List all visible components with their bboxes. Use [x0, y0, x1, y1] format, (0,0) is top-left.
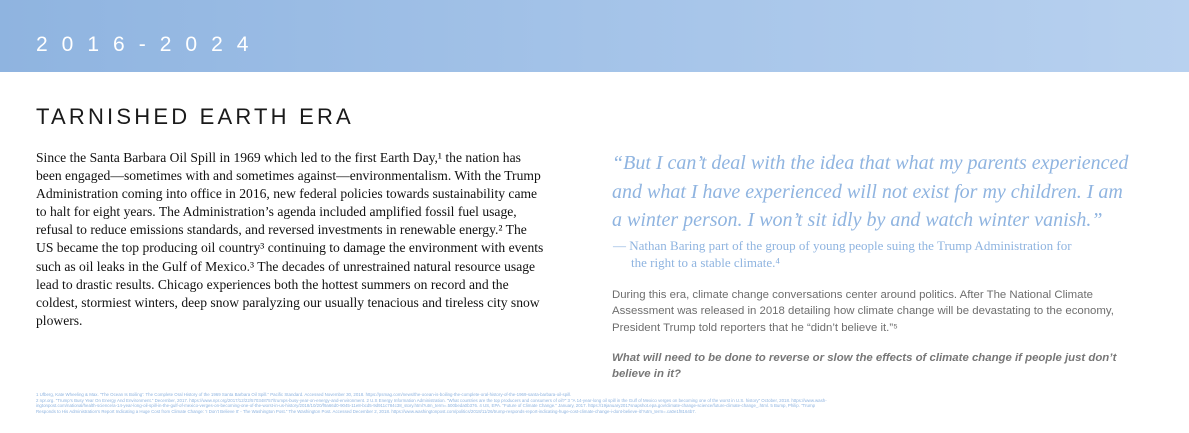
- pull-quote: “But I can’t deal with the idea that what my parents experienced and what I have experienced will not exist for my children. I am a winter person. I won’t sit idly by and watch winter vanish.”: [612, 152, 1129, 231]
- header-banner: [0, 0, 1189, 72]
- attribution-line-2: the right to a stable climate.⁴: [631, 255, 780, 270]
- section-title: TARNISHED EARTH ERA: [36, 104, 354, 129]
- footnote-line: ingtonpost.com/national/health-science/a-14-year-long-oil-spill-in-the-gulf-of-mexico-verges-on-becoming-one-of-the-worst-in-us-history/2018/10/20/f9a66d0-9045-11e8-bcd5-9d911c784c38_story.html?utm_term=.500beda0b376. 4 US, EPA. “Future of Climate Change.” January, 2017. https://19january2017snapshot.epa.gov/climate-change-science/future-climate-change_.html. 5 Bump, Philip. “Trump: [36, 403, 816, 409]
- attribution-line-1: — Nathan Baring part of the group of young people suing the Trump Administration for: [613, 238, 1072, 253]
- main-paragraph-text: Since the Santa Barbara Oil Spill in 1969 which led to the first Earth Day,¹ the nation has been engaged—sometimes with and sometimes against—environmentalism. With the Trump Administration coming into office in 2016, new federal policies towards sustainability came to halt for eight years. The Administration’s agenda included amplified fossil fuel usage, refusal to reduce emissions standards, and reversed investments in renewable energy.² The US became the top producing oil country³ continuing to damage the environment with events such as oil leaks in the Gulf of Mexico.³ The decades of unrestrained natural resource usage lead to drastic results. Chicago experiences both the hottest summers on record and the coldest, stormiest winters, deep snow paralyzing our usually tenacious and tireless city snow plowers.: [36, 150, 544, 328]
- context-paragraph: During this era, climate change conversations center around politics. After The National Climate Assessment was released in 2018 detailing how climate change will be devastating to the economy, President Trump told reporters that he “didn’t believe it.”⁵: [612, 289, 1114, 334]
- quote-attribution: [613, 237, 1133, 271]
- year-range: 2016-2024: [36, 33, 263, 56]
- footnote-line: 2 npr.org. “Trump’s Busy Year On Energy And Environment.” December, 2017. https://www.npr.org/2017/12/22/570348757/trumps-busy-year-on-energy-and-environment. 2 U.S Energy Information Administration. “What countries are the top producers and consumers of oil?” 3 “A 14-year-long oil spill in the Gulf of Mexico verges on becoming one of the worst in U.S. history” October, 2018. https://www.wash-: [36, 397, 827, 403]
- footnote-line: Responds to His Administration’s Report Indicating a Huge Cost from Climate Change: ‘I Don’t Believe It’ - The Washington Post.” The Washington Post. Accessed December 2, 2018. https://www.washingtonpost.com/politics/2018/11/26/trump-responds-report-indicating-huge-cost-climate-change-i-dont-believe-it/?utm_term=.ca0e1f8164b7.: [36, 408, 696, 414]
- footnote-line: 1 Ufberg, Kate Wheeling & Max. “The Ocean Is Boiling’: The Complete Oral History of the 1969 Santa Barbara Oil Spill.” Pacific Standard. Accessed November 30, 2018. https://psmag.com/news/the-ocean-is-boiling-the-complete-oral-history-of-the-1969-santa-barbara-oil-spill.: [36, 392, 572, 397]
- footnotes: [36, 392, 1156, 414]
- main-paragraph: [36, 149, 546, 330]
- closing-question: What will need to be done to reverse or slow the effects of climate change if people just don’t believe in it?: [612, 352, 1117, 381]
